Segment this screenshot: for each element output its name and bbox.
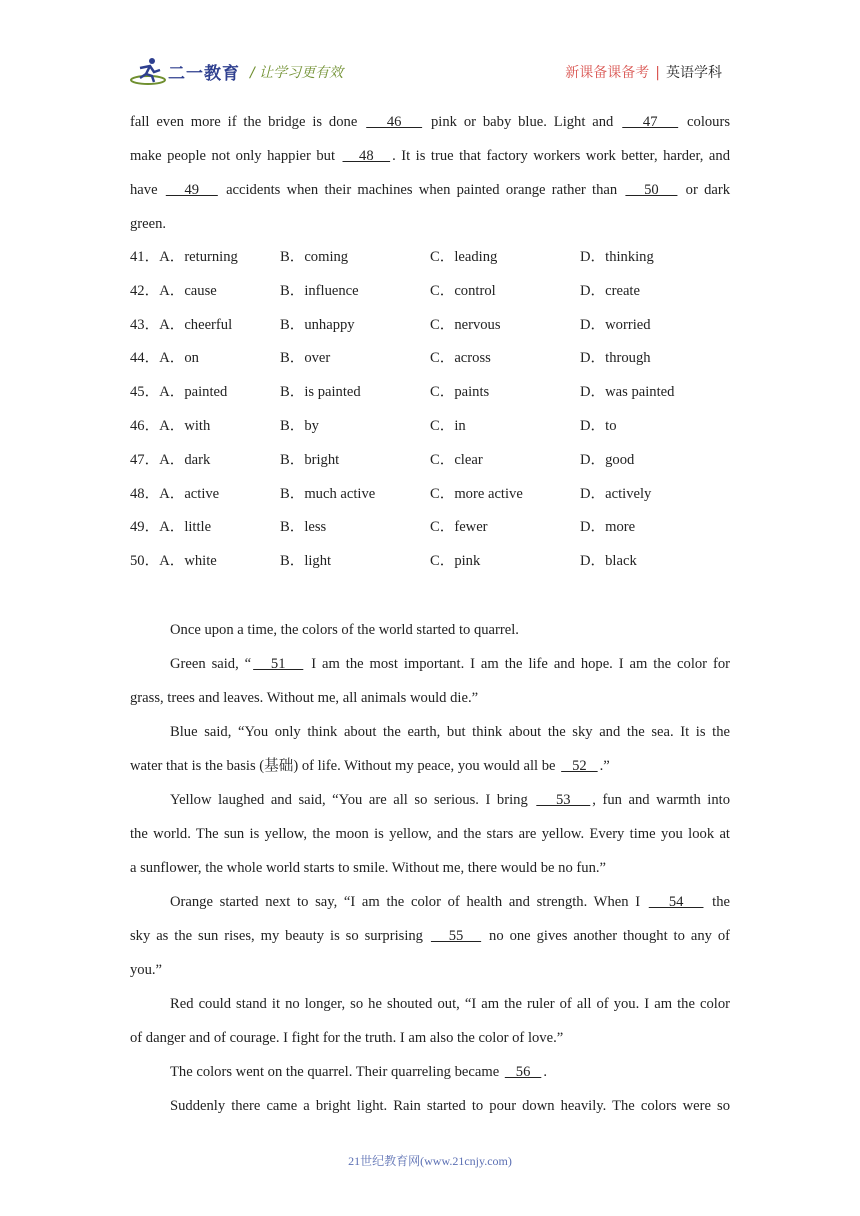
text-segment: Red could stand it no longer, so he shouted out, “I am the ruler of all of you. I am the color bbox=[170, 995, 730, 1012]
text-line bbox=[130, 1089, 730, 1123]
option-b: B．unhappy bbox=[280, 316, 355, 333]
option-a: 46．A．with bbox=[130, 417, 211, 434]
question-row bbox=[130, 545, 730, 579]
text-line bbox=[130, 1055, 730, 1089]
option-a: 50．A．white bbox=[130, 553, 217, 570]
text-segment: colours bbox=[680, 114, 731, 130]
answer-blank: 51 bbox=[253, 655, 304, 672]
option-b: B．much active bbox=[280, 485, 376, 502]
text-segment: Blue said, “You only think about the earth, but think about the sky and the sea. It is the bbox=[170, 723, 730, 740]
option-c: C．pink bbox=[430, 553, 481, 570]
option-b: B．over bbox=[280, 350, 331, 367]
question-list bbox=[130, 241, 730, 579]
text-segment: Green said, “ bbox=[170, 655, 252, 672]
option-c: C．fewer bbox=[430, 519, 488, 536]
question-row bbox=[130, 410, 730, 444]
question-row bbox=[130, 342, 730, 376]
option-a: 48．A．active bbox=[130, 485, 220, 502]
answer-blank: 46 bbox=[366, 114, 423, 130]
option-d: D．create bbox=[580, 282, 640, 299]
answer-blank: 56 bbox=[504, 1063, 542, 1080]
question-row bbox=[130, 241, 730, 275]
text-segment: Once upon a time, the colors of the world started to quarrel. bbox=[170, 621, 519, 638]
answer-blank: 49 bbox=[165, 182, 218, 198]
answer-blank: 54 bbox=[648, 893, 704, 910]
text-segment: Suddenly there came a bright light. Rain started to pour down heavily. The colors were so bbox=[170, 1097, 730, 1114]
text-segment: the world. The sun is yellow, the moon is yellow, and the stars are yellow. Every time you look at bbox=[130, 825, 730, 842]
document-body bbox=[130, 105, 730, 1123]
header-separator: | bbox=[655, 65, 660, 81]
option-b: B．coming bbox=[280, 249, 349, 265]
option-a: 43．A．cheerful bbox=[130, 316, 233, 333]
text-line bbox=[130, 885, 730, 919]
option-c: C．leading bbox=[430, 249, 498, 265]
text-segment: pink or baby blue. Light and bbox=[424, 114, 621, 130]
text-segment: .” bbox=[599, 757, 610, 774]
text-segment: green. bbox=[130, 216, 167, 232]
option-d: D．more bbox=[580, 519, 636, 536]
text-segment: grass, trees and leaves. Without me, all animals would die.” bbox=[130, 689, 479, 706]
option-c: C．nervous bbox=[430, 316, 501, 333]
answer-blank: 48 bbox=[342, 148, 391, 164]
option-a: 44．A．on bbox=[130, 350, 199, 367]
option-b: B．influence bbox=[280, 282, 359, 299]
text-line bbox=[130, 715, 730, 749]
option-c: C．control bbox=[430, 282, 496, 299]
option-d: D．through bbox=[580, 350, 651, 367]
text-segment: . bbox=[543, 1063, 547, 1080]
option-d: D．thinking bbox=[580, 249, 654, 265]
option-d: D．to bbox=[580, 417, 617, 434]
option-a: 45．A．painted bbox=[130, 384, 228, 401]
answer-blank: 55 bbox=[430, 927, 482, 944]
text-line bbox=[130, 207, 730, 241]
text-segment: you.” bbox=[130, 961, 163, 978]
text-segment: sky as the sun rises, my beauty is so surprising bbox=[130, 927, 429, 944]
option-b: B．light bbox=[280, 553, 332, 570]
option-d: D．worried bbox=[580, 316, 651, 333]
question-row bbox=[130, 511, 730, 545]
text-line bbox=[130, 783, 730, 817]
question-row bbox=[130, 275, 730, 309]
text-line bbox=[130, 681, 730, 715]
text-line bbox=[130, 817, 730, 851]
logo-text: 二一教育 bbox=[168, 63, 240, 84]
text-line bbox=[130, 919, 730, 953]
text-segment: water that is the basis (基础) of life. Without my peace, you would all be bbox=[130, 757, 560, 774]
logo bbox=[130, 56, 240, 86]
option-d: D．good bbox=[580, 451, 635, 468]
option-a: 49．A．little bbox=[130, 519, 212, 536]
option-c: C．clear bbox=[430, 451, 483, 468]
page-header bbox=[130, 52, 730, 92]
text-segment: I am the most important. I am the life and hope. I am the color for bbox=[305, 655, 730, 672]
runner-logo-icon bbox=[130, 56, 166, 86]
text-segment: make people not only happier but bbox=[130, 148, 341, 164]
subject-label: 英语学科 bbox=[666, 65, 722, 81]
option-c: C．more active bbox=[430, 485, 523, 502]
option-d: D．black bbox=[580, 553, 637, 570]
answer-blank: 47 bbox=[622, 114, 679, 130]
text-line bbox=[130, 851, 730, 885]
question-row bbox=[130, 478, 730, 512]
option-b: B．less bbox=[280, 519, 327, 536]
text-segment: a sunflower, the whole world starts to smile. Without me, there would be no fun.” bbox=[130, 859, 606, 876]
text-segment: of danger and of courage. I fight for the truth. I am also the color of love.” bbox=[130, 1029, 564, 1046]
text-segment: accidents when their machines when painted orange rather than bbox=[219, 182, 624, 198]
text-line bbox=[130, 105, 730, 139]
text-segment: Yellow laughed and said, “You are all so serious. I bring bbox=[170, 791, 535, 808]
question-row bbox=[130, 376, 730, 410]
header-label: 新课备课备考 bbox=[565, 65, 650, 81]
question-row bbox=[130, 309, 730, 343]
text-line bbox=[130, 173, 730, 207]
text-line bbox=[130, 987, 730, 1021]
text-line bbox=[130, 647, 730, 681]
text-segment: the bbox=[705, 893, 731, 910]
text-segment: have bbox=[130, 182, 164, 198]
answer-blank: 50 bbox=[625, 182, 678, 198]
option-d: D．actively bbox=[580, 485, 652, 502]
slogan: / 让学习更有效 bbox=[250, 65, 344, 81]
text-segment: fall even more if the bridge is done bbox=[130, 114, 365, 130]
option-b: B．is painted bbox=[280, 384, 361, 401]
question-row bbox=[130, 444, 730, 478]
header-right bbox=[565, 62, 722, 82]
text-segment: no one gives another thought to any of bbox=[483, 927, 731, 944]
text-segment: or dark bbox=[679, 182, 731, 198]
option-d: D．was painted bbox=[580, 384, 675, 401]
option-b: B．bright bbox=[280, 451, 340, 468]
text-line bbox=[130, 613, 730, 647]
text-line bbox=[130, 139, 730, 173]
passage-2 bbox=[130, 613, 730, 1123]
option-a: 41．A．returning bbox=[130, 249, 238, 265]
passage-1 bbox=[130, 105, 730, 241]
text-line bbox=[130, 953, 730, 987]
option-c: C．in bbox=[430, 417, 466, 434]
option-a: 42．A．cause bbox=[130, 282, 217, 299]
option-c: C．across bbox=[430, 350, 491, 367]
option-c: C．paints bbox=[430, 384, 490, 401]
text-line bbox=[130, 749, 730, 783]
option-a: 47．A．dark bbox=[130, 451, 211, 468]
text-segment: , fun and warmth into bbox=[592, 791, 731, 808]
answer-blank: 52 bbox=[561, 757, 598, 774]
option-b: B．by bbox=[280, 417, 319, 434]
text-line bbox=[130, 1021, 730, 1055]
text-segment: Orange started next to say, “I am the color of health and strength. When I bbox=[170, 893, 647, 910]
answer-blank: 53 bbox=[536, 791, 591, 808]
text-segment: . It is true that factory workers work better, harder, and bbox=[392, 148, 730, 164]
footer: 21世纪教育网(www.21cnjy.com) bbox=[348, 1154, 512, 1168]
text-segment: The colors went on the quarrel. Their quarreling became bbox=[170, 1063, 503, 1080]
